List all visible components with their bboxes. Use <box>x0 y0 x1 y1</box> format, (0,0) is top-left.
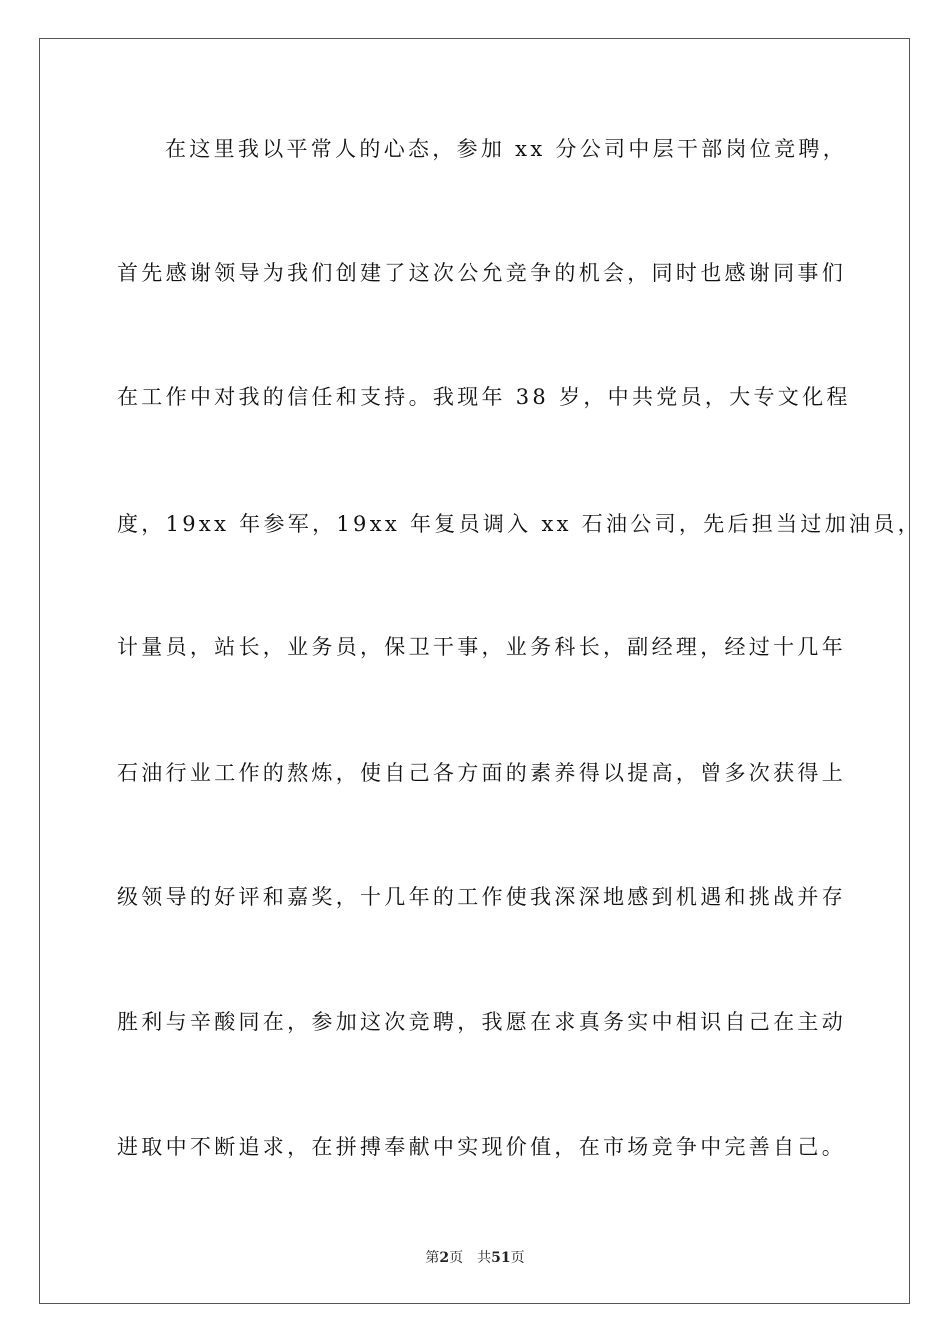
paragraph-line-3: 在工作中对我的信任和支持。我现年 38 岁，中共党员，大专文化程 <box>117 385 851 409</box>
page-prefix: 第 <box>425 1250 440 1266</box>
total-prefix: 共 <box>477 1250 492 1266</box>
paragraph-line-8: 胜利与辛酸同在，参加这次竞聘，我愿在求真务实中相识自己在主动 <box>117 1010 846 1034</box>
paragraph-line-6: 石油行业工作的熬炼，使自己各方面的素养得以提高，曾多次获得上 <box>117 761 846 785</box>
page-suffix: 页 <box>449 1250 464 1266</box>
total-suffix: 页 <box>510 1250 525 1266</box>
paragraph-line-4: 度，19xx 年参军，19xx 年复员调入 xx 石油公司，先后担当过加油员， <box>117 512 922 536</box>
paragraph-line-7: 级领导的好评和嘉奖，十几年的工作使我深深地感到机遇和挑战并存 <box>117 885 846 909</box>
paragraph-line-2: 首先感谢领导为我们创建了这次公允竞争的机会，同时也感谢同事们 <box>117 261 846 285</box>
paragraph-line-9: 进取中不断追求，在拼搏奉献中实现价值，在市场竞争中完善自己。 <box>117 1135 846 1159</box>
page-border <box>39 38 910 1304</box>
page-footer <box>0 1247 950 1267</box>
paragraph-line-5: 计量员，站长，业务员，保卫干事，业务科长，副经理，经过十几年 <box>117 635 846 659</box>
page-number: 2 <box>439 1250 450 1266</box>
total-pages: 51 <box>491 1250 511 1266</box>
paragraph-line-1: 在这里我以平常人的心态，参加 xx 分公司中层干部岗位竞聘， <box>165 137 848 161</box>
